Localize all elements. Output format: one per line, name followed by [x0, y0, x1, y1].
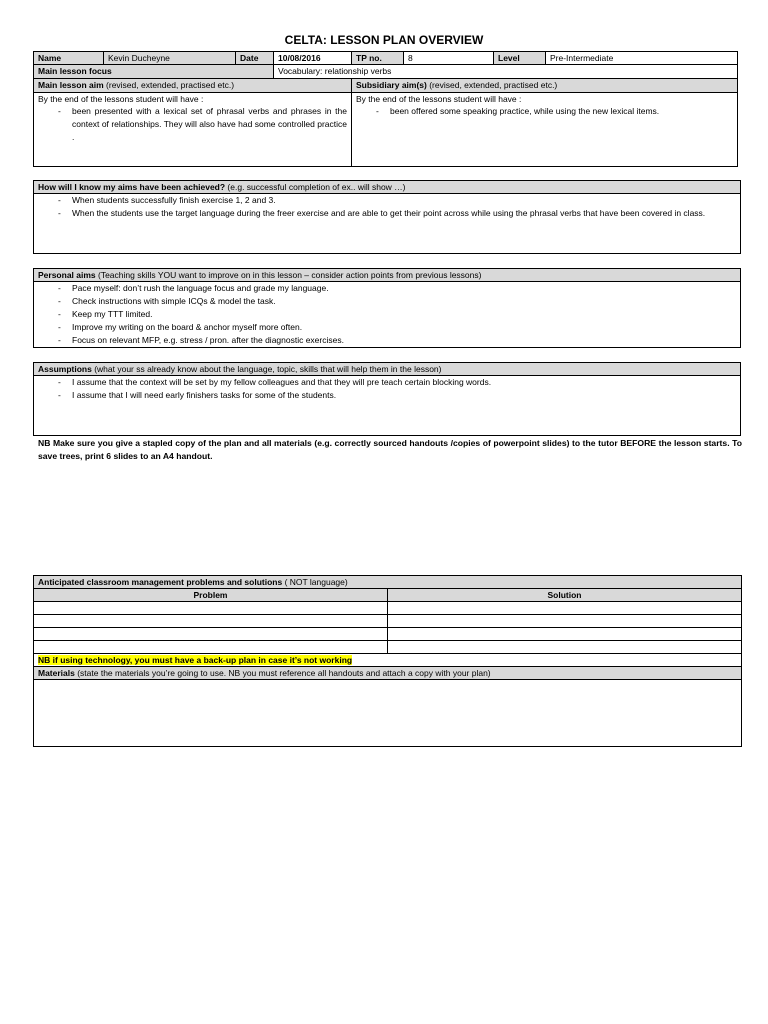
problem-cell[interactable] — [34, 602, 388, 615]
list-item: - When the students use the target language during the freer exercise and are able to get their point across while using the phrasal verbs that have been covered in class. — [38, 207, 736, 220]
main-aim-item: - been presented with a lexical set of phrasal verbs and phrases in the context of relationships. They will also have had some controlled practice . — [38, 105, 347, 144]
personal-aims-heading — [34, 269, 741, 282]
list-item: - Pace myself: don’t rush the language focus and grade my language. — [38, 282, 736, 295]
management-heading — [34, 576, 742, 589]
name-value: Kevin Ducheyne — [104, 52, 236, 65]
materials-note: (state the materials you’re going to use. NB you must reference all handouts and attach a copy with your plan) — [74, 668, 491, 678]
name-label: Name — [34, 52, 104, 65]
materials-heading — [34, 667, 742, 680]
level-value: Pre-Intermediate — [546, 52, 738, 65]
achieved-body — [34, 194, 741, 254]
assumptions-label: Assumptions — [38, 364, 92, 374]
list-item: - When students successfully finish exercise 1, 2 and 3. — [38, 194, 736, 207]
problem-column-header: Problem — [34, 589, 388, 602]
subsidiary-aim-body — [352, 93, 738, 167]
personal-aims-body — [34, 282, 741, 348]
subsidiary-aim-note: (revised, extended, practised etc.) — [426, 80, 558, 90]
date-value: 10/08/2016 — [274, 52, 352, 65]
tp-value: 8 — [404, 52, 494, 65]
solution-cell[interactable] — [388, 602, 742, 615]
main-aim-note: (revised, extended, practised etc.) — [103, 80, 235, 90]
personal-aims-note: (Teaching skills YOU want to improve on in this lesson – consider action points from previous lessons) — [95, 270, 482, 280]
main-aim-label: Main lesson aim — [38, 80, 104, 90]
assumptions-note: (what your ss already know about the language, topic, skills that will help them in the lesson) — [91, 364, 442, 374]
technology-note-row — [34, 654, 742, 667]
materials-body[interactable] — [34, 680, 742, 747]
nb-instructions: NB Make sure you give a stapled copy of the plan and all materials (e.g. correctly sourced handouts /copies of powerpoint slides) to the tutor BEFORE the lesson starts. To save trees, print 6 slides to an A4 handout. — [38, 438, 742, 461]
date-label: Date — [236, 52, 274, 65]
materials-label: Materials — [38, 668, 75, 678]
subsidiary-aim-item: - been offered some speaking practice, while using the new lexical items. — [356, 105, 733, 118]
subsidiary-aim-label: Subsidiary aim(s) — [356, 80, 427, 90]
solution-cell[interactable] — [388, 641, 742, 654]
main-aim-intro: By the end of the lessons student will have : — [38, 94, 204, 104]
solution-cell[interactable] — [388, 628, 742, 641]
technology-note: NB if using technology, you must have a back-up plan in case it’s not working — [38, 655, 353, 665]
subsidiary-aim-intro: By the end of the lessons student will have : — [356, 94, 522, 104]
achieved-label: How will I know my aims have been achieved? — [38, 182, 226, 192]
management-note: ( NOT language) — [282, 577, 348, 587]
level-label: Level — [494, 52, 546, 65]
problem-cell[interactable] — [34, 641, 388, 654]
list-item: - I assume that the context will be set by my fellow colleagues and that they will pre teach certain blocking words. — [38, 376, 736, 389]
achieved-heading — [34, 181, 741, 194]
problem-cell[interactable] — [34, 628, 388, 641]
achieved-note: (e.g. successful completion of ex.. will show …) — [225, 182, 406, 192]
lesson-header-table — [33, 51, 738, 167]
management-table — [33, 575, 742, 747]
assumptions-table — [33, 362, 741, 436]
solution-cell[interactable] — [388, 615, 742, 628]
tp-label: TP no. — [352, 52, 404, 65]
achieved-table — [33, 180, 741, 254]
personal-aims-table — [33, 268, 741, 348]
list-item: - Focus on relevant MFP, e.g. stress / pron. after the diagnostic exercises. — [38, 334, 736, 347]
problem-cell[interactable] — [34, 615, 388, 628]
solution-column-header: Solution — [388, 589, 742, 602]
management-label: Anticipated classroom management problems and solutions — [38, 577, 283, 587]
page-title: CELTA: LESSON PLAN OVERVIEW — [284, 33, 484, 47]
list-item: - I assume that I will need early finishers tasks for some of the students. — [38, 389, 736, 402]
main-aim-body — [34, 93, 352, 167]
assumptions-heading — [34, 363, 741, 376]
subsidiary-aim-heading — [352, 79, 738, 93]
list-item: - Check instructions with simple ICQs & model the task. — [38, 295, 736, 308]
assumptions-body — [34, 376, 741, 436]
personal-aims-label: Personal aims — [38, 270, 96, 280]
list-item: - Keep my TTT limited. — [38, 308, 736, 321]
focus-value: Vocabulary: relationship verbs — [274, 65, 738, 79]
focus-label: Main lesson focus — [34, 65, 274, 79]
main-aim-heading — [34, 79, 352, 93]
list-item: - Improve my writing on the board & anchor myself more often. — [38, 321, 736, 334]
